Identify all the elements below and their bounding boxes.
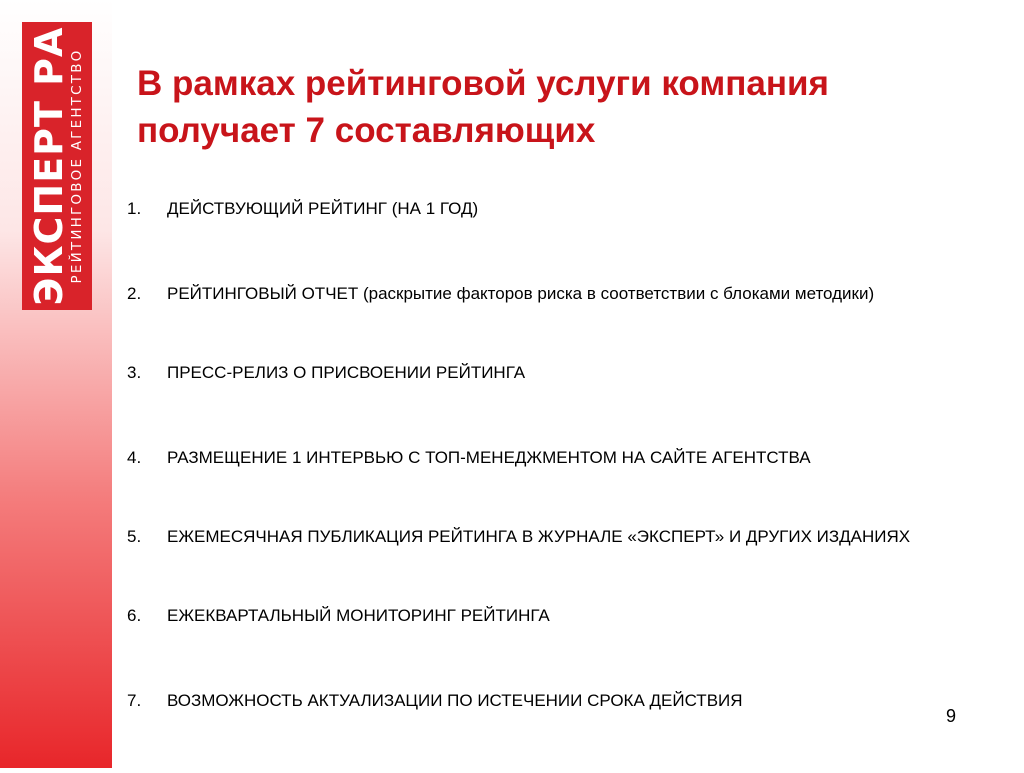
list-item-text: ДЕЙСТВУЮЩИЙ РЕЙТИНГ (НА 1 ГОД)	[167, 199, 479, 218]
slide-title: В рамках рейтинговой услуги компания получает 7 составляющих	[137, 64, 829, 150]
list-item-text: ПРЕСС-РЕЛИЗ О ПРИСВОЕНИИ РЕЙТИНГА	[167, 363, 526, 382]
list-item-number: 7.	[127, 691, 142, 710]
list-item-number: 5.	[127, 527, 142, 546]
logo-text-block	[29, 26, 85, 306]
list-item-text: ЕЖЕКВАРТАЛЬНЫЙ МОНИТОРИНГ РЕЙТИНГА	[167, 606, 550, 625]
page-number: 9	[946, 706, 957, 726]
list-item-number: 1.	[127, 199, 142, 218]
list-item-text: РЕЙТИНГОВЫЙ ОТЧЕТ (раскрытие факторов риска в соответствии с блоками методики)	[167, 284, 875, 303]
list-item-number: 3.	[127, 363, 142, 382]
list-item-text: ЕЖЕМЕСЯЧНАЯ ПУБЛИКАЦИЯ РЕЙТИНГА В ЖУРНАЛЕ «ЭКСПЕРТ» И ДРУГИХ ИЗДАНИЯХ	[167, 527, 911, 546]
list-item	[127, 524, 953, 549]
list-item-text: ВОЗМОЖНОСТЬ АКТУАЛИЗАЦИИ ПО ИСТЕЧЕНИИ СРОКА ДЕЙСТВИЯ	[167, 691, 743, 710]
logo-sub-text: РЕЙТИНГОВОЕ АГЕНТСТВО	[69, 48, 85, 284]
list-item	[127, 688, 953, 713]
list-item	[127, 603, 953, 628]
list-item-number: 4.	[127, 448, 142, 467]
list-item	[127, 281, 953, 306]
list-item	[127, 196, 953, 221]
list-item	[127, 445, 953, 470]
list-item-text: РАЗМЕЩЕНИЕ 1 ИНТЕРВЬЮ С ТОП-МЕНЕДЖМЕНТОМ НА САЙТЕ АГЕНТСТВА	[167, 448, 811, 467]
list-item	[127, 360, 953, 385]
list-item-number: 6.	[127, 606, 142, 625]
logo-main-text: ЭКСПЕРТ РА	[27, 26, 71, 306]
components-list	[127, 196, 953, 773]
list-item-number: 2.	[127, 284, 142, 303]
agency-logo	[22, 22, 92, 310]
